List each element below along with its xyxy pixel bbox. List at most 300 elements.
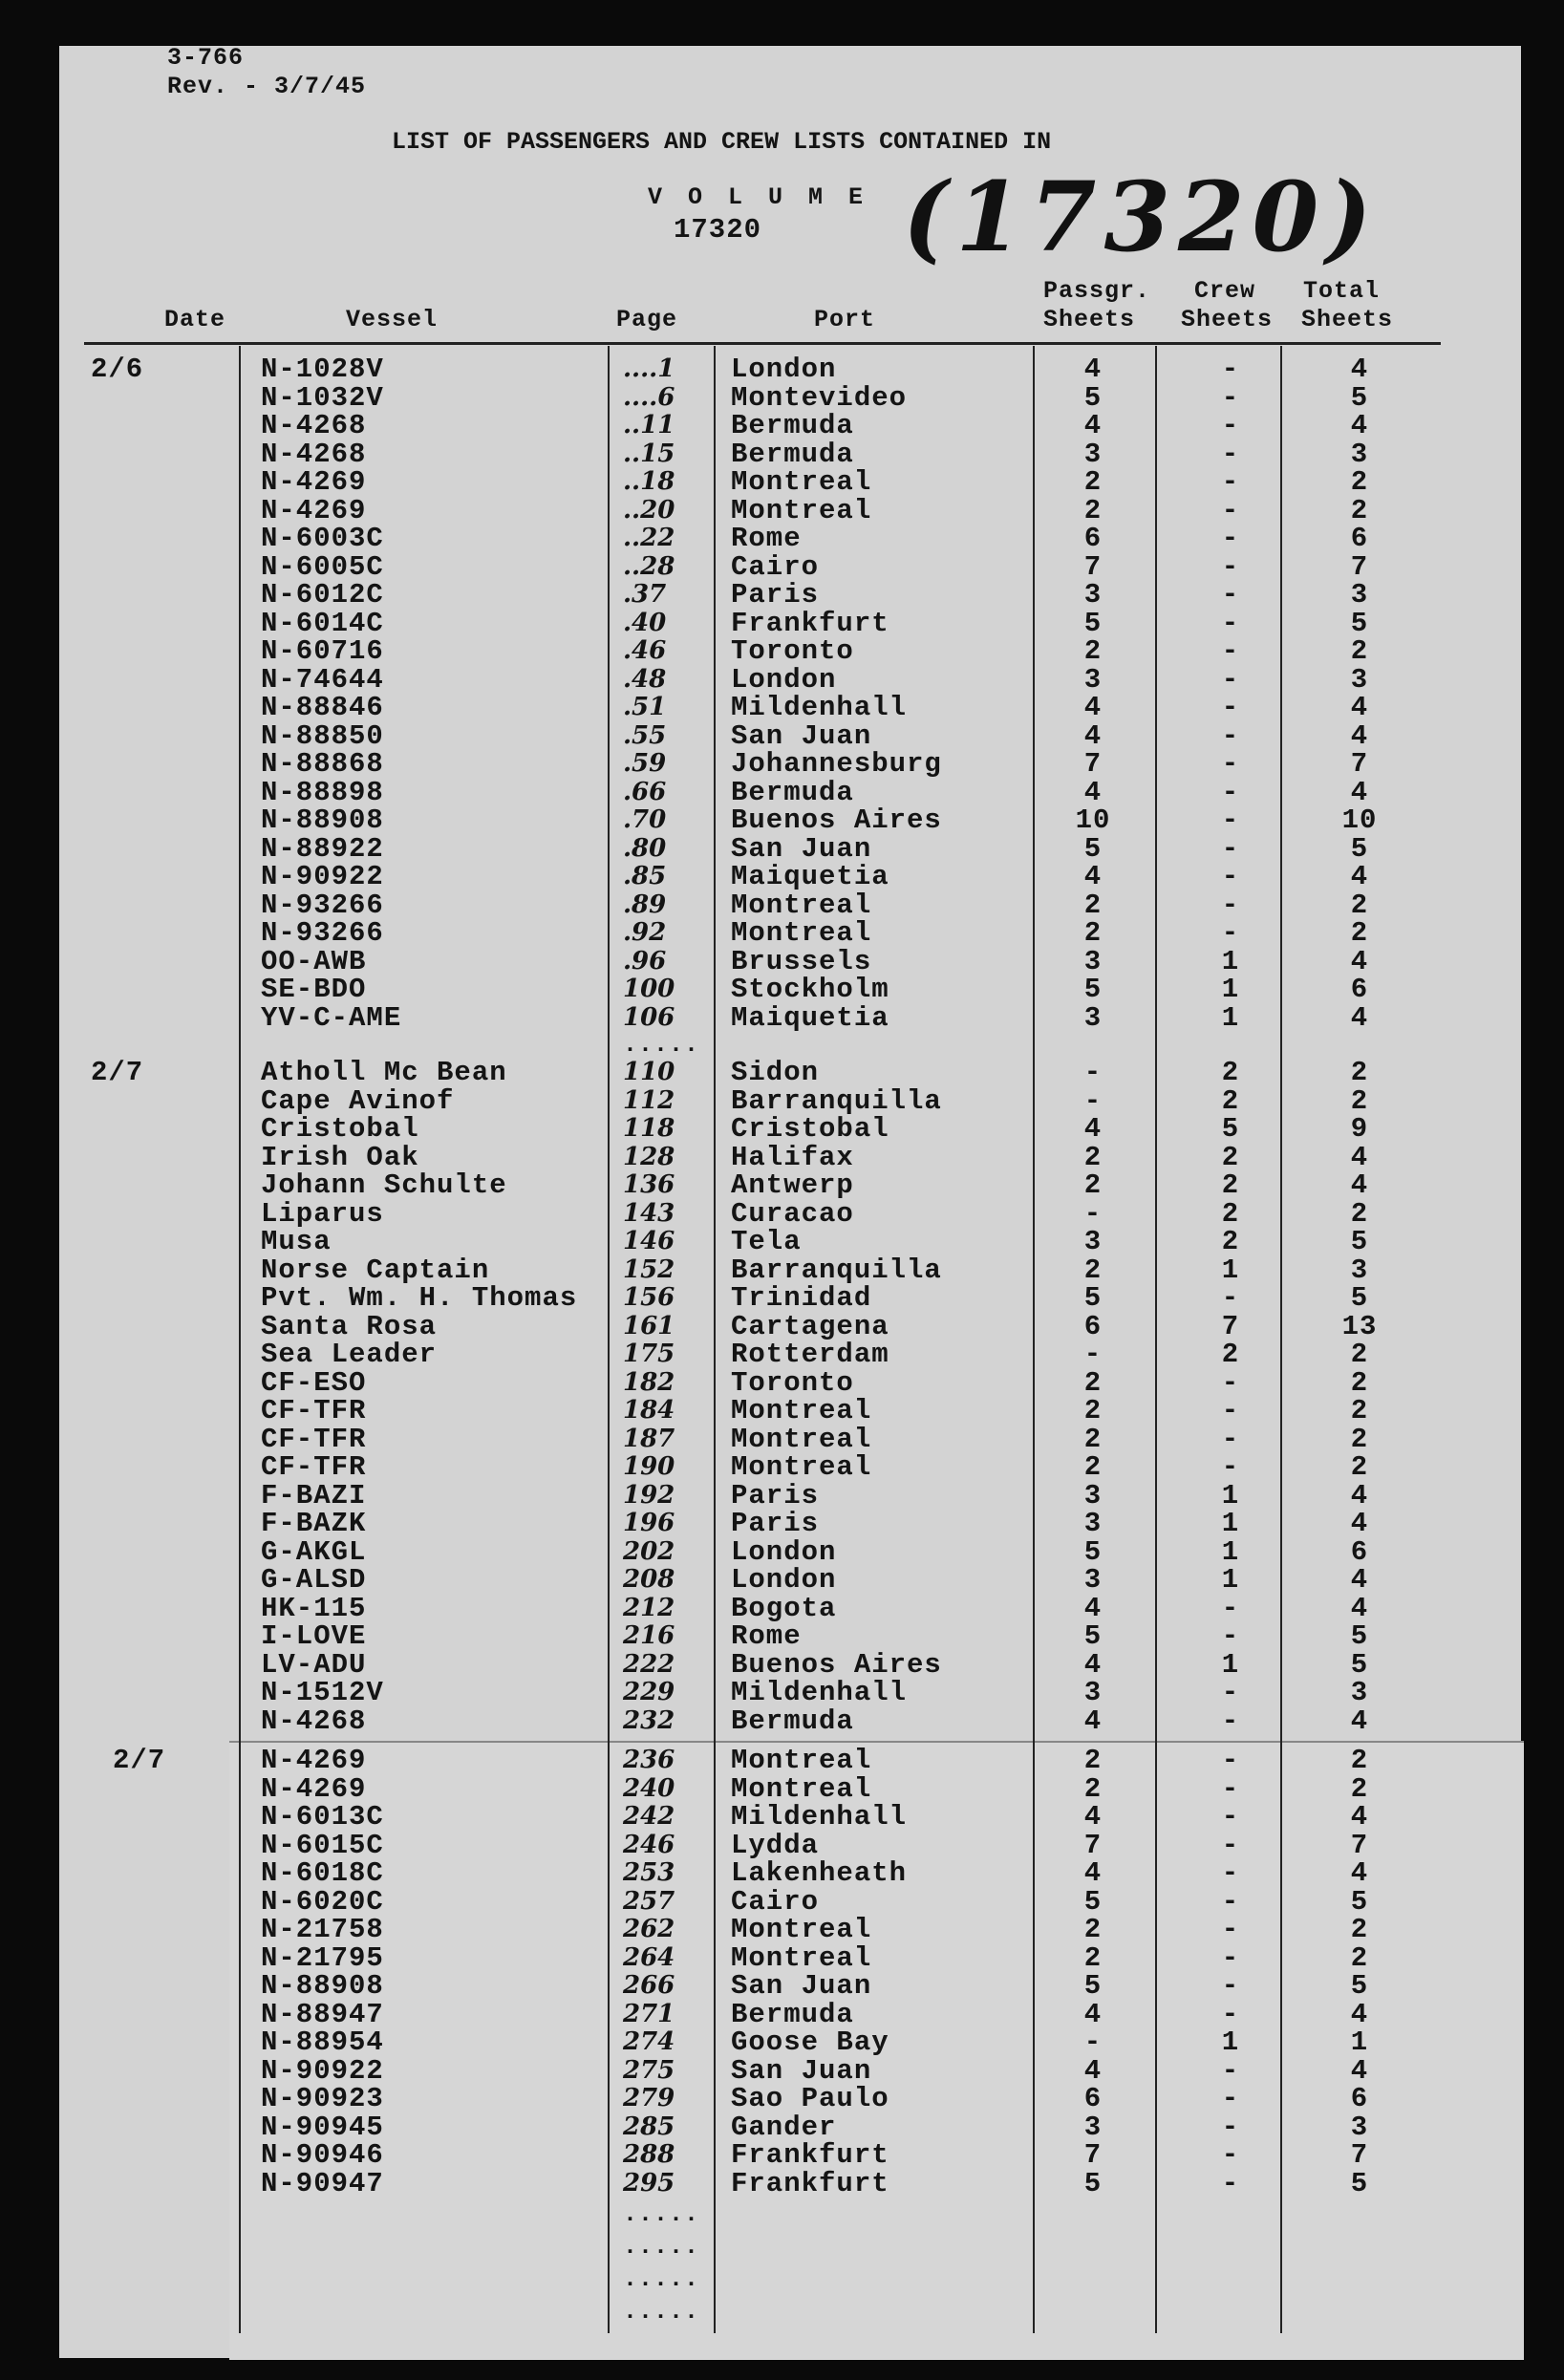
port-name: Sidon bbox=[731, 1057, 820, 1088]
col-header-vessel: Vessel bbox=[346, 306, 439, 333]
vessel-name: N-4269 bbox=[261, 494, 367, 526]
total-sheets: 5 bbox=[1350, 381, 1369, 414]
page-number: .46 bbox=[623, 636, 667, 665]
total-sheets: 3 bbox=[1350, 579, 1369, 611]
crew-sheets: - bbox=[1221, 1998, 1240, 2030]
table-row bbox=[0, 1340, 1564, 1369]
page-leader-dots: ..... bbox=[623, 2200, 700, 2228]
page-number: 190 bbox=[623, 1452, 675, 1481]
port-name: Montreal bbox=[731, 494, 872, 526]
table-row bbox=[0, 550, 1564, 583]
port-name: London bbox=[731, 1564, 837, 1596]
vessel-name: N-90946 bbox=[261, 2139, 384, 2171]
total-sheets: 3 bbox=[1350, 1677, 1369, 1708]
port-name: Mildenhall bbox=[731, 692, 908, 723]
total-sheets: 5 bbox=[1350, 832, 1369, 865]
port-name: Maiquetia bbox=[731, 861, 889, 892]
page-number: 110 bbox=[623, 1058, 675, 1086]
page-number: .80 bbox=[623, 833, 667, 863]
table-row bbox=[0, 2113, 1564, 2142]
table-row bbox=[0, 1084, 1564, 1117]
crew-sheets: - bbox=[1221, 776, 1240, 808]
vessel-name: I-LOVE bbox=[261, 1620, 367, 1652]
crew-sheets: - bbox=[1221, 1620, 1240, 1652]
crew-sheets: - bbox=[1221, 579, 1240, 611]
table-row bbox=[0, 1001, 1564, 1034]
passenger-sheets: 3 bbox=[1083, 1508, 1103, 1539]
crew-sheets: - bbox=[1221, 692, 1240, 723]
passenger-sheets: 5 bbox=[1083, 2167, 1103, 2199]
crew-sheets: - bbox=[1221, 1451, 1240, 1483]
vessel-name: SE-BDO bbox=[261, 974, 367, 1005]
passenger-sheets: 4 bbox=[1083, 861, 1103, 892]
passenger-sheets: 4 bbox=[1083, 1648, 1103, 1681]
vessel-name: CF-TFR bbox=[261, 1423, 367, 1455]
vessel-name: N-6005C bbox=[261, 550, 384, 583]
vessel-name: N-1512V bbox=[261, 1677, 384, 1708]
crew-sheets: 1 bbox=[1221, 1535, 1240, 1568]
table-row bbox=[0, 1397, 1564, 1426]
total-sheets: 4 bbox=[1350, 1801, 1369, 1833]
table-row bbox=[0, 1228, 1564, 1256]
page-number: .55 bbox=[623, 720, 667, 750]
passenger-sheets: - bbox=[1083, 1197, 1103, 1230]
page-number: 187 bbox=[623, 1424, 675, 1453]
vessel-name: N-88846 bbox=[261, 692, 384, 723]
passenger-sheets: 5 bbox=[1083, 1535, 1103, 1568]
port-name: Johannesburg bbox=[731, 748, 942, 780]
page-number: 264 bbox=[623, 1942, 675, 1972]
total-sheets: 5 bbox=[1350, 1648, 1369, 1681]
page-number: 192 bbox=[623, 1480, 675, 1510]
page-number: 275 bbox=[623, 2055, 675, 2085]
col-header-passgr-sheets: Sheets bbox=[1043, 306, 1136, 333]
crew-sheets: - bbox=[1221, 381, 1240, 414]
total-sheets: 2 bbox=[1350, 917, 1369, 949]
page-number: .96 bbox=[623, 946, 667, 976]
total-sheets: 4 bbox=[1350, 692, 1369, 723]
page-number: 236 bbox=[623, 1746, 675, 1774]
total-sheets: 4 bbox=[1350, 1001, 1369, 1034]
port-name: Rome bbox=[731, 1620, 802, 1652]
passenger-sheets: 4 bbox=[1083, 2054, 1103, 2087]
page-number: 128 bbox=[623, 1142, 675, 1171]
page-leader-dots: ..... bbox=[623, 1031, 700, 1059]
port-name: Montreal bbox=[731, 1395, 872, 1426]
vessel-name: Cape Avinof bbox=[261, 1084, 455, 1117]
table-row bbox=[0, 2085, 1564, 2113]
total-sheets: 4 bbox=[1350, 1705, 1369, 1737]
page-number: 285 bbox=[623, 2112, 675, 2141]
page-number: 262 bbox=[623, 1915, 675, 1943]
total-sheets: 2 bbox=[1350, 1941, 1369, 1974]
port-name: Bermuda bbox=[731, 1705, 854, 1737]
vessel-name: N-90923 bbox=[261, 2083, 384, 2114]
port-name: Halifax bbox=[731, 1141, 854, 1173]
col-header-page: Page bbox=[616, 306, 678, 333]
crew-sheets: - bbox=[1221, 410, 1240, 441]
page-number: 156 bbox=[623, 1283, 675, 1312]
vessel-name: G-AKGL bbox=[261, 1535, 367, 1568]
vessel-name: Sea Leader bbox=[261, 1339, 438, 1370]
form-number: 3-766 bbox=[167, 44, 245, 72]
table-row bbox=[0, 1366, 1564, 1399]
page-number: 208 bbox=[623, 1565, 675, 1594]
port-name: Sao Paulo bbox=[731, 2083, 889, 2114]
passenger-sheets: 3 bbox=[1083, 438, 1103, 470]
total-sheets: 7 bbox=[1350, 2139, 1369, 2171]
crew-sheets: - bbox=[1221, 804, 1240, 836]
port-name: Bermuda bbox=[731, 1998, 854, 2030]
vessel-name: N-4268 bbox=[261, 438, 367, 470]
crew-sheets: - bbox=[1221, 494, 1240, 526]
page-number: 266 bbox=[623, 1971, 675, 2000]
page-number: 279 bbox=[623, 2084, 675, 2112]
vessel-name: Pvt. Wm. H. Thomas bbox=[261, 1282, 578, 1314]
passenger-sheets: 7 bbox=[1083, 1829, 1103, 1861]
vessel-name: N-6013C bbox=[261, 1801, 384, 1833]
port-name: Goose Bay bbox=[731, 2026, 889, 2058]
port-name: London bbox=[731, 663, 837, 696]
page-number: .89 bbox=[623, 890, 667, 919]
table-row bbox=[0, 2141, 1564, 2170]
table-row bbox=[0, 1479, 1564, 1512]
passenger-sheets: - bbox=[1083, 2026, 1103, 2058]
total-sheets: 5 bbox=[1350, 1620, 1369, 1652]
total-sheets: 2 bbox=[1350, 1197, 1369, 1230]
port-name: Montreal bbox=[731, 889, 872, 921]
table-row bbox=[0, 1566, 1564, 1595]
passenger-sheets: 5 bbox=[1083, 1282, 1103, 1314]
table-row bbox=[0, 919, 1564, 948]
vessel-name: N-90922 bbox=[261, 2054, 384, 2087]
page-number: 232 bbox=[623, 1705, 675, 1735]
table-row bbox=[0, 1141, 1564, 1173]
total-sheets: 4 bbox=[1350, 719, 1369, 752]
vessel-name: N-93266 bbox=[261, 889, 384, 921]
table-row bbox=[0, 694, 1564, 722]
table-row bbox=[0, 1916, 1564, 1944]
table-row bbox=[0, 2054, 1564, 2087]
vessel-name: Johann Schulte bbox=[261, 1169, 507, 1201]
passenger-sheets: 5 bbox=[1083, 974, 1103, 1005]
table-row bbox=[0, 863, 1564, 891]
page-number: 152 bbox=[623, 1254, 675, 1284]
port-name: Rotterdam bbox=[731, 1339, 889, 1370]
port-name: Montreal bbox=[731, 917, 872, 949]
page-number: 274 bbox=[623, 2027, 675, 2056]
col-header-port: Port bbox=[814, 306, 876, 333]
vessel-name: N-88908 bbox=[261, 1970, 384, 2002]
page-number: .85 bbox=[623, 862, 667, 890]
total-sheets: 7 bbox=[1350, 1829, 1369, 1861]
total-sheets: 6 bbox=[1350, 1535, 1369, 1568]
section-date: 2/6 bbox=[91, 354, 144, 385]
passenger-sheets: 4 bbox=[1083, 1998, 1103, 2030]
table-row bbox=[0, 1885, 1564, 1918]
passenger-sheets: 6 bbox=[1083, 523, 1103, 554]
vessel-name: N-88898 bbox=[261, 776, 384, 808]
page-number: 295 bbox=[623, 2168, 675, 2198]
vessel-name: N-1028V bbox=[261, 354, 384, 385]
port-name: Montreal bbox=[731, 1914, 872, 1945]
passenger-sheets: 10 bbox=[1075, 804, 1111, 836]
port-name: Montreal bbox=[731, 1451, 872, 1483]
port-name: Frankfurt bbox=[731, 607, 889, 639]
page-number: 271 bbox=[623, 1999, 675, 2028]
port-name: Paris bbox=[731, 1479, 820, 1512]
passenger-sheets: - bbox=[1083, 1084, 1103, 1117]
crew-sheets: 2 bbox=[1221, 1226, 1240, 1257]
page-number: 175 bbox=[623, 1340, 675, 1368]
table-row bbox=[0, 945, 1564, 977]
vessel-name: F-BAZI bbox=[261, 1479, 367, 1512]
port-name: Curacao bbox=[731, 1197, 854, 1230]
passenger-sheets: 4 bbox=[1083, 776, 1103, 808]
passenger-sheets: 3 bbox=[1083, 1479, 1103, 1512]
col-header-crew-sheets: Sheets bbox=[1181, 306, 1274, 333]
page-number: ..11 bbox=[623, 411, 675, 440]
table-row bbox=[0, 494, 1564, 526]
page-number: ..20 bbox=[623, 495, 675, 525]
table-row bbox=[0, 412, 1564, 440]
passenger-sheets: 4 bbox=[1083, 410, 1103, 441]
vessel-name: Santa Rosa bbox=[261, 1310, 438, 1342]
total-sheets: 7 bbox=[1350, 748, 1369, 780]
table-row bbox=[0, 1510, 1564, 1538]
page-number: 184 bbox=[623, 1396, 675, 1425]
table-row bbox=[0, 637, 1564, 666]
port-name: Montreal bbox=[731, 466, 872, 498]
total-sheets: 2 bbox=[1350, 1057, 1369, 1088]
port-name: Rome bbox=[731, 523, 802, 554]
vessel-name: N-4268 bbox=[261, 410, 367, 441]
passenger-sheets: 7 bbox=[1083, 550, 1103, 583]
crew-sheets: 2 bbox=[1221, 1141, 1240, 1173]
vessel-name: Irish Oak bbox=[261, 1141, 419, 1173]
port-name: Cairo bbox=[731, 1885, 820, 1918]
port-name: Mildenhall bbox=[731, 1801, 908, 1833]
table-row bbox=[0, 1284, 1564, 1313]
crew-sheets: - bbox=[1221, 2054, 1240, 2087]
port-name: Montreal bbox=[731, 1423, 872, 1455]
passenger-sheets: 2 bbox=[1083, 917, 1103, 949]
passenger-sheets: 5 bbox=[1083, 832, 1103, 865]
port-name: Barranquilla bbox=[731, 1084, 942, 1117]
crew-sheets: - bbox=[1221, 748, 1240, 780]
total-sheets: 2 bbox=[1350, 494, 1369, 526]
total-sheets: 5 bbox=[1350, 2167, 1369, 2199]
page-number: 106 bbox=[623, 1002, 675, 1032]
passenger-sheets: 3 bbox=[1083, 1226, 1103, 1257]
page-number: 212 bbox=[623, 1593, 675, 1622]
revision-date: Rev. - 3/7/45 bbox=[167, 73, 367, 100]
port-name: Bermuda bbox=[731, 410, 854, 441]
crew-sheets: - bbox=[1221, 663, 1240, 696]
crew-sheets: - bbox=[1221, 1941, 1240, 1974]
vessel-name: Atholl Mc Bean bbox=[261, 1057, 507, 1088]
crew-sheets: - bbox=[1221, 1423, 1240, 1455]
table-row bbox=[0, 2028, 1564, 2057]
page-number: ....1 bbox=[623, 354, 675, 383]
table-row bbox=[0, 607, 1564, 639]
crew-sheets: - bbox=[1221, 1366, 1240, 1399]
crew-sheets: - bbox=[1221, 1282, 1240, 1314]
total-sheets: 4 bbox=[1350, 861, 1369, 892]
port-name: Frankfurt bbox=[731, 2167, 889, 2199]
crew-sheets: - bbox=[1221, 1829, 1240, 1861]
port-name: London bbox=[731, 354, 837, 385]
passenger-sheets: 2 bbox=[1083, 1772, 1103, 1805]
total-sheets: 4 bbox=[1350, 1592, 1369, 1624]
vessel-name: N-74644 bbox=[261, 663, 384, 696]
page-number: 146 bbox=[623, 1227, 675, 1255]
crew-sheets: 2 bbox=[1221, 1197, 1240, 1230]
crew-sheets: - bbox=[1221, 1395, 1240, 1426]
port-name: Paris bbox=[731, 579, 820, 611]
crew-sheets: - bbox=[1221, 1772, 1240, 1805]
total-sheets: 13 bbox=[1341, 1310, 1378, 1342]
total-sheets: 7 bbox=[1350, 550, 1369, 583]
crew-sheets: - bbox=[1221, 1857, 1240, 1889]
total-sheets: 4 bbox=[1350, 1508, 1369, 1539]
total-sheets: 3 bbox=[1350, 663, 1369, 696]
port-name: Montreal bbox=[731, 1745, 872, 1776]
port-name: Cartagena bbox=[731, 1310, 889, 1342]
section-date: 2/7 bbox=[91, 1057, 144, 1088]
crew-sheets: - bbox=[1221, 2083, 1240, 2114]
crew-sheets: 2 bbox=[1221, 1057, 1240, 1088]
total-sheets: 2 bbox=[1350, 1339, 1369, 1370]
total-sheets: 9 bbox=[1350, 1113, 1369, 1145]
passenger-sheets: 4 bbox=[1083, 1592, 1103, 1624]
table-row bbox=[0, 1622, 1564, 1651]
page-number: 242 bbox=[623, 1802, 675, 1831]
port-name: Montevideo bbox=[731, 381, 908, 414]
vessel-name: N-21795 bbox=[261, 1941, 384, 1974]
section-date: 2/7 bbox=[113, 1745, 166, 1776]
page-number: .37 bbox=[623, 580, 667, 609]
passenger-sheets: 4 bbox=[1083, 1801, 1103, 1833]
page-number: ..22 bbox=[623, 524, 675, 552]
page-number: .66 bbox=[623, 777, 667, 806]
total-sheets: 3 bbox=[1350, 1254, 1369, 1286]
page-number: ..15 bbox=[623, 439, 675, 468]
total-sheets: 4 bbox=[1350, 1169, 1369, 1201]
crew-sheets: 1 bbox=[1221, 1479, 1240, 1512]
passenger-sheets: 4 bbox=[1083, 1857, 1103, 1889]
vessel-name: N-88908 bbox=[261, 804, 384, 836]
crew-sheets: 2 bbox=[1221, 1339, 1240, 1370]
crew-sheets: - bbox=[1221, 2111, 1240, 2143]
passenger-sheets: 5 bbox=[1083, 607, 1103, 639]
crew-sheets: - bbox=[1221, 354, 1240, 385]
page-number: ....6 bbox=[623, 382, 675, 412]
passenger-sheets: 4 bbox=[1083, 692, 1103, 723]
page-number: ..28 bbox=[623, 551, 675, 581]
vessel-name: N-6003C bbox=[261, 523, 384, 554]
port-name: San Juan bbox=[731, 2054, 872, 2087]
crew-sheets: 1 bbox=[1221, 1254, 1240, 1286]
total-sheets: 6 bbox=[1350, 2083, 1369, 2114]
passenger-sheets: 2 bbox=[1083, 635, 1103, 667]
page-number: 222 bbox=[623, 1649, 675, 1679]
page-leader-dots: ..... bbox=[623, 2265, 700, 2293]
table-row bbox=[0, 1998, 1564, 2030]
table-row bbox=[0, 1747, 1564, 1775]
vessel-name: N-88868 bbox=[261, 748, 384, 780]
vessel-name: N-88947 bbox=[261, 1998, 384, 2030]
passenger-sheets: - bbox=[1083, 1057, 1103, 1088]
passenger-sheets: 2 bbox=[1083, 1941, 1103, 1974]
total-sheets: 4 bbox=[1350, 1564, 1369, 1596]
port-name: San Juan bbox=[731, 1970, 872, 2002]
table-row bbox=[0, 1453, 1564, 1482]
port-name: Maiquetia bbox=[731, 1001, 889, 1034]
crew-sheets: - bbox=[1221, 523, 1240, 554]
vessel-name: N-90945 bbox=[261, 2111, 384, 2143]
vessel-name: F-BAZK bbox=[261, 1508, 367, 1539]
crew-sheets: 1 bbox=[1221, 1564, 1240, 1596]
page-number: .92 bbox=[623, 918, 667, 947]
vessel-name: Cristobal bbox=[261, 1113, 419, 1145]
port-name: Bogota bbox=[731, 1592, 837, 1624]
page-number: 143 bbox=[623, 1198, 675, 1228]
port-name: San Juan bbox=[731, 719, 872, 752]
total-sheets: 2 bbox=[1350, 889, 1369, 921]
vessel-name: Liparus bbox=[261, 1197, 384, 1230]
total-sheets: 2 bbox=[1350, 1395, 1369, 1426]
crew-sheets: - bbox=[1221, 1677, 1240, 1708]
table-row bbox=[0, 1059, 1564, 1087]
passenger-sheets: 6 bbox=[1083, 2083, 1103, 2114]
page-number: 100 bbox=[623, 975, 675, 1003]
page-number: 246 bbox=[623, 1830, 675, 1859]
table-row bbox=[0, 1197, 1564, 1230]
vessel-name: N-6014C bbox=[261, 607, 384, 639]
passenger-sheets: 3 bbox=[1083, 1564, 1103, 1596]
vessel-name: N-21758 bbox=[261, 1914, 384, 1945]
passenger-sheets: 2 bbox=[1083, 1169, 1103, 1201]
page-number: .51 bbox=[623, 693, 667, 721]
page-number: ..18 bbox=[623, 467, 675, 496]
total-sheets: 5 bbox=[1350, 1226, 1369, 1257]
passenger-sheets: 5 bbox=[1083, 1885, 1103, 1918]
passenger-sheets: 7 bbox=[1083, 2139, 1103, 2171]
vessel-name: N-88954 bbox=[261, 2026, 384, 2058]
total-sheets: 4 bbox=[1350, 1857, 1369, 1889]
passenger-sheets: 2 bbox=[1083, 1366, 1103, 1399]
passenger-sheets: 2 bbox=[1083, 1745, 1103, 1776]
port-name: Gander bbox=[731, 2111, 837, 2143]
page-number: 229 bbox=[623, 1678, 675, 1706]
passenger-sheets: 3 bbox=[1083, 1001, 1103, 1034]
port-name: Toronto bbox=[731, 1366, 854, 1399]
page-number: 288 bbox=[623, 2140, 675, 2169]
table-row bbox=[0, 440, 1564, 469]
passenger-sheets: 2 bbox=[1083, 1914, 1103, 1945]
port-name: Lydda bbox=[731, 1829, 820, 1861]
port-name: Montreal bbox=[731, 1772, 872, 1805]
crew-sheets: - bbox=[1221, 1745, 1240, 1776]
crew-sheets: 1 bbox=[1221, 974, 1240, 1005]
vessel-name: N-93266 bbox=[261, 917, 384, 949]
total-sheets: 4 bbox=[1350, 2054, 1369, 2087]
volume-number: 17320 bbox=[674, 214, 762, 246]
col-header-passgr: Passgr. bbox=[1043, 277, 1151, 305]
table-row bbox=[0, 1707, 1564, 1736]
total-sheets: 4 bbox=[1350, 1141, 1369, 1173]
